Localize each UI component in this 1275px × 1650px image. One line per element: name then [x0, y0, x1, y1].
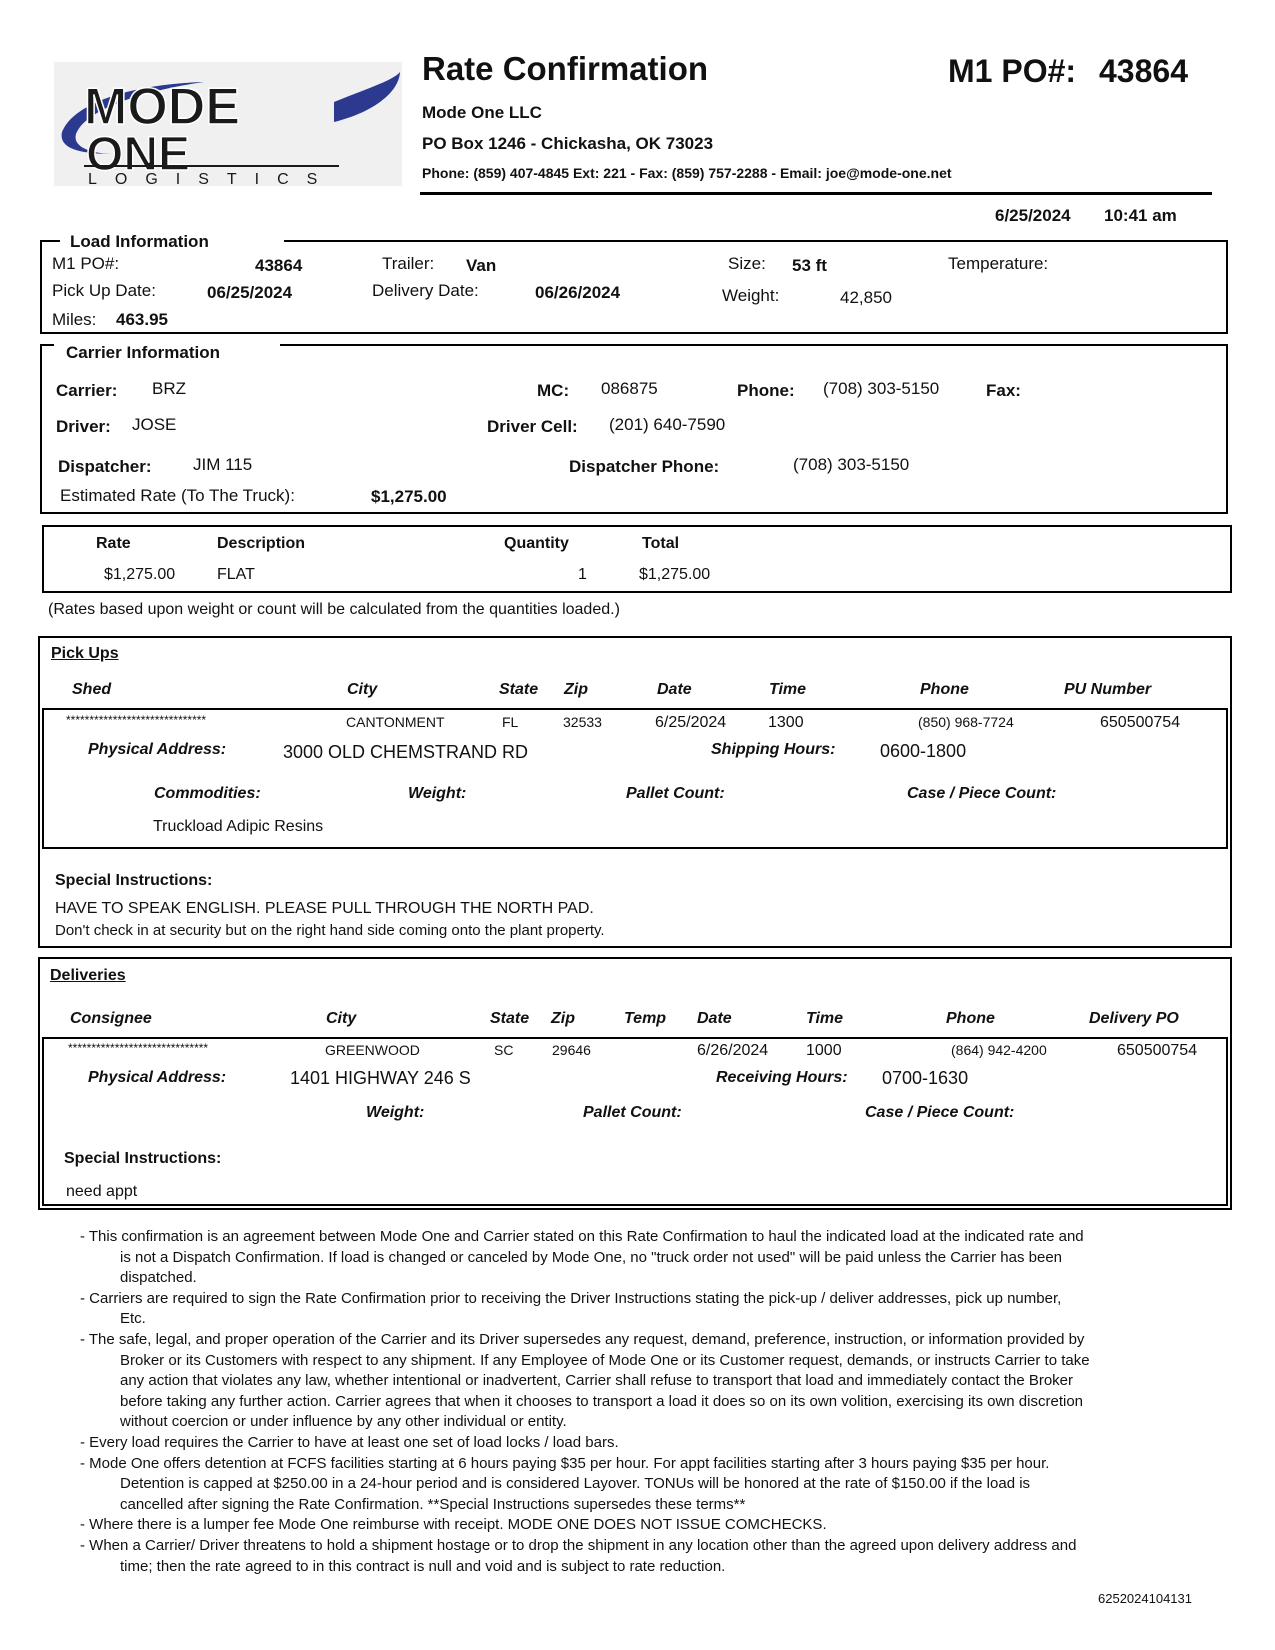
pu-city-header: City	[347, 681, 378, 698]
del-address-label: Physical Address:	[88, 1069, 227, 1086]
del-phone-header: Phone	[946, 1010, 995, 1027]
del-date: 6/26/2024	[697, 1042, 769, 1059]
pu-special-label: Special Instructions:	[55, 872, 213, 889]
pu-date: 6/25/2024	[655, 714, 727, 731]
delivery-po-header: Delivery PO	[1089, 1010, 1179, 1027]
term-item: - Every load requires the Carrier to have at least one set of load locks / load bars.	[80, 1433, 619, 1451]
term-item: - When a Carrier/ Driver threatens to hold a shipment hostage or to drop the shipment in any location other than the agreed upon delivery address and time; then the rate agreed to in this contract is null and void and is subject to rate reduction.	[80, 1536, 1077, 1575]
company-address: PO Box 1246 - Chickasha, OK 73023	[422, 134, 714, 153]
quantity-value: 1	[578, 566, 587, 583]
del-time: 1000	[806, 1042, 842, 1059]
company-logo	[54, 62, 402, 186]
mc-number: 086875	[601, 379, 658, 398]
weight: 42,850	[840, 288, 892, 307]
del-time-header: Time	[806, 1010, 844, 1027]
miles-label: Miles:	[52, 310, 97, 329]
description-header: Description	[217, 535, 306, 552]
temperature-label: Temperature:	[948, 254, 1049, 273]
terms-list	[80, 1227, 1090, 1577]
logo-line1: MODE	[84, 78, 240, 136]
weight-label: Weight:	[722, 286, 780, 305]
receiving-hours: 0700-1630	[882, 1068, 969, 1088]
rate-header: Rate	[96, 535, 131, 552]
quantity-header: Quantity	[504, 535, 569, 552]
term-item: - Where there is a lumper fee Mode One reimburse with receipt. MODE ONE DOES NOT ISSUE COMCHECKS.	[80, 1516, 827, 1534]
header-date: 6/25/2024	[995, 206, 1071, 225]
carrier-info-heading: Carrier Information	[66, 343, 220, 362]
pu-time-header: Time	[769, 681, 807, 698]
document-title: Rate Confirmation	[422, 50, 709, 87]
del-zip: 29646	[552, 1042, 591, 1058]
dispatcher-label: Dispatcher:	[58, 457, 152, 476]
rate-value: $1,275.00	[104, 566, 176, 583]
del-special-label: Special Instructions:	[64, 1150, 222, 1167]
shipping-hours-label: Shipping Hours:	[711, 741, 836, 758]
del-weight-label: Weight:	[366, 1104, 425, 1121]
pickup-date-label: Pick Up Date:	[52, 281, 156, 300]
pu-state-header: State	[499, 681, 539, 698]
mc-label: MC:	[537, 381, 570, 400]
pu-state: FL	[502, 714, 519, 730]
shipping-hours: 0600-1800	[880, 741, 967, 761]
pu-pallet-label: Pallet Count:	[626, 785, 725, 802]
fax-label: Fax:	[986, 381, 1021, 400]
del-special: need appt	[66, 1183, 138, 1200]
consignee-header: Consignee	[70, 1010, 152, 1027]
miles: 463.95	[116, 310, 168, 329]
description-value: FLAT	[217, 566, 255, 583]
est-rate: $1,275.00	[371, 487, 447, 506]
size: 53 ft	[792, 256, 827, 275]
del-phone: (864) 942-4200	[951, 1042, 1047, 1058]
est-rate-label: Estimated Rate (To The Truck):	[60, 486, 295, 505]
shed-header: Shed	[72, 681, 112, 698]
receiving-hours-label: Receiving Hours:	[716, 1069, 848, 1086]
logo-line3: LOGISTICS	[88, 171, 336, 186]
term-item: - This confirmation is an agreement between Mode One and Carrier stated on this Rate Confirmation to haul the indicated load at the indicated rate and is not a Dispatch Confirmation. If load is changed or canceled by Mode One, no "truck order not used" will be paid unless the Carrier has been dispatched.	[80, 1228, 1084, 1287]
deliveries-heading: Deliveries	[50, 967, 126, 984]
document-id: 6252024104131	[1098, 1591, 1192, 1606]
del-state-header: State	[490, 1010, 530, 1027]
load-po-label: M1 PO#:	[52, 254, 120, 273]
del-pallet-label: Pallet Count:	[583, 1104, 682, 1121]
carrier-name: BRZ	[152, 379, 186, 398]
del-temp-header: Temp	[624, 1010, 667, 1027]
pu-number-header: PU Number	[1064, 681, 1152, 698]
size-label: Size:	[728, 254, 766, 273]
del-case-label: Case / Piece Count:	[865, 1104, 1015, 1121]
term-item: - Mode One offers detention at FCFS facilities starting at 6 hours paying $35 per hour. For appt facilities starting after 3 hours paying $35 per hour. Detention is capped at $250.00 in a 24-hour period and is considered Layover. TONUs will be honored at the rate of $150.00 if the load is cancelled after signing the Rate Confirmation. **Special Instructions supersedes these terms**	[80, 1454, 1050, 1513]
pickups-heading: Pick Ups	[51, 645, 119, 662]
header-po-number: 43864	[1099, 53, 1188, 89]
logo-line2: ONE	[86, 128, 191, 181]
commodity: Truckload Adipic Resins	[153, 818, 324, 835]
del-city-header: City	[326, 1010, 357, 1027]
pu-special-line2: Don't check in at security but on the right hand side coming onto the plant property.	[55, 922, 605, 939]
shed-value: ******************************	[66, 713, 207, 727]
pu-time: 1300	[768, 714, 804, 731]
consignee-value: ******************************	[68, 1041, 209, 1055]
del-address: 1401 HIGHWAY 246 S	[290, 1068, 471, 1088]
company-name: Mode One LLC	[422, 103, 542, 122]
header-po-label: M1 PO#:	[948, 53, 1077, 89]
pu-special-line1: HAVE TO SPEAK ENGLISH. PLEASE PULL THROUGH THE NORTH PAD.	[55, 900, 594, 917]
driver-cell: (201) 640-7590	[609, 415, 726, 434]
total-value: $1,275.00	[639, 566, 711, 583]
carrier-label: Carrier:	[56, 381, 118, 400]
load-info-heading: Load Information	[70, 232, 209, 251]
commodities-label: Commodities:	[154, 785, 261, 802]
header-rule	[420, 192, 1212, 195]
trailer-label: Trailer:	[382, 254, 435, 273]
rate-note: (Rates based upon weight or count will be calculated from the quantities loaded.)	[48, 601, 620, 618]
pu-phone-header: Phone	[920, 681, 969, 698]
carrier-phone: (708) 303-5150	[823, 379, 940, 398]
term-item: - The safe, legal, and proper operation of the Carrier and its Driver supersedes any request, demand, preference, instruction, or information provided by Broker or its Customers with respect to any shipment. If any Employee of Mode One or its Customer request, demands, or instructs Carrier to take any action that violates any law, whether intentional or inadvertent, Carrier shall refuse to transport that load and immediately contact the Broker before taking any further action. Carrier agrees that when it chooses to transport a load it does so on its own volition, exercising its own discretion without coercion or under influence by any other individual or entity.	[80, 1330, 1090, 1431]
driver-name: JOSE	[132, 415, 177, 434]
pu-zip: 32533	[563, 714, 602, 730]
carrier-phone-label: Phone:	[737, 381, 795, 400]
header-time: 10:41 am	[1104, 206, 1177, 225]
pu-case-label: Case / Piece Count:	[907, 785, 1057, 802]
pu-address-label: Physical Address:	[88, 741, 227, 758]
pu-weight-label: Weight:	[408, 785, 467, 802]
total-header: Total	[642, 535, 680, 552]
driver-label: Driver:	[56, 417, 111, 436]
pu-number: 650500754	[1100, 714, 1181, 731]
dispatcher-phone: (708) 303-5150	[793, 455, 910, 474]
delivery-date: 06/26/2024	[535, 283, 621, 302]
del-zip-header: Zip	[551, 1010, 575, 1027]
load-po: 43864	[255, 256, 303, 275]
term-item: - Carriers are required to sign the Rate Confirmation prior to receiving the Driver Instructions stating the pick-up / deliver addresses, pick up number, Etc.	[80, 1289, 1062, 1328]
del-state: SC	[494, 1042, 514, 1058]
delivery-date-label: Delivery Date:	[372, 281, 479, 300]
pu-date-header: Date	[657, 681, 692, 698]
pu-city: CANTONMENT	[346, 714, 445, 730]
pu-phone: (850) 968-7724	[918, 714, 1014, 730]
dispatcher-name: JIM 115	[193, 455, 253, 474]
delivery-po: 650500754	[1117, 1042, 1198, 1059]
del-date-header: Date	[697, 1010, 732, 1027]
trailer: Van	[466, 256, 497, 275]
del-city: GREENWOOD	[325, 1042, 420, 1058]
pickup-date: 06/25/2024	[207, 283, 293, 302]
driver-cell-label: Driver Cell:	[487, 417, 578, 436]
pu-zip-header: Zip	[564, 681, 588, 698]
pu-address: 3000 OLD CHEMSTRAND RD	[283, 742, 529, 762]
company-contact: Phone: (859) 407-4845 Ext: 221 - Fax: (859) 757-2288 - Email: joe@mode-one.net	[422, 165, 952, 181]
dispatcher-phone-label: Dispatcher Phone:	[569, 457, 720, 476]
